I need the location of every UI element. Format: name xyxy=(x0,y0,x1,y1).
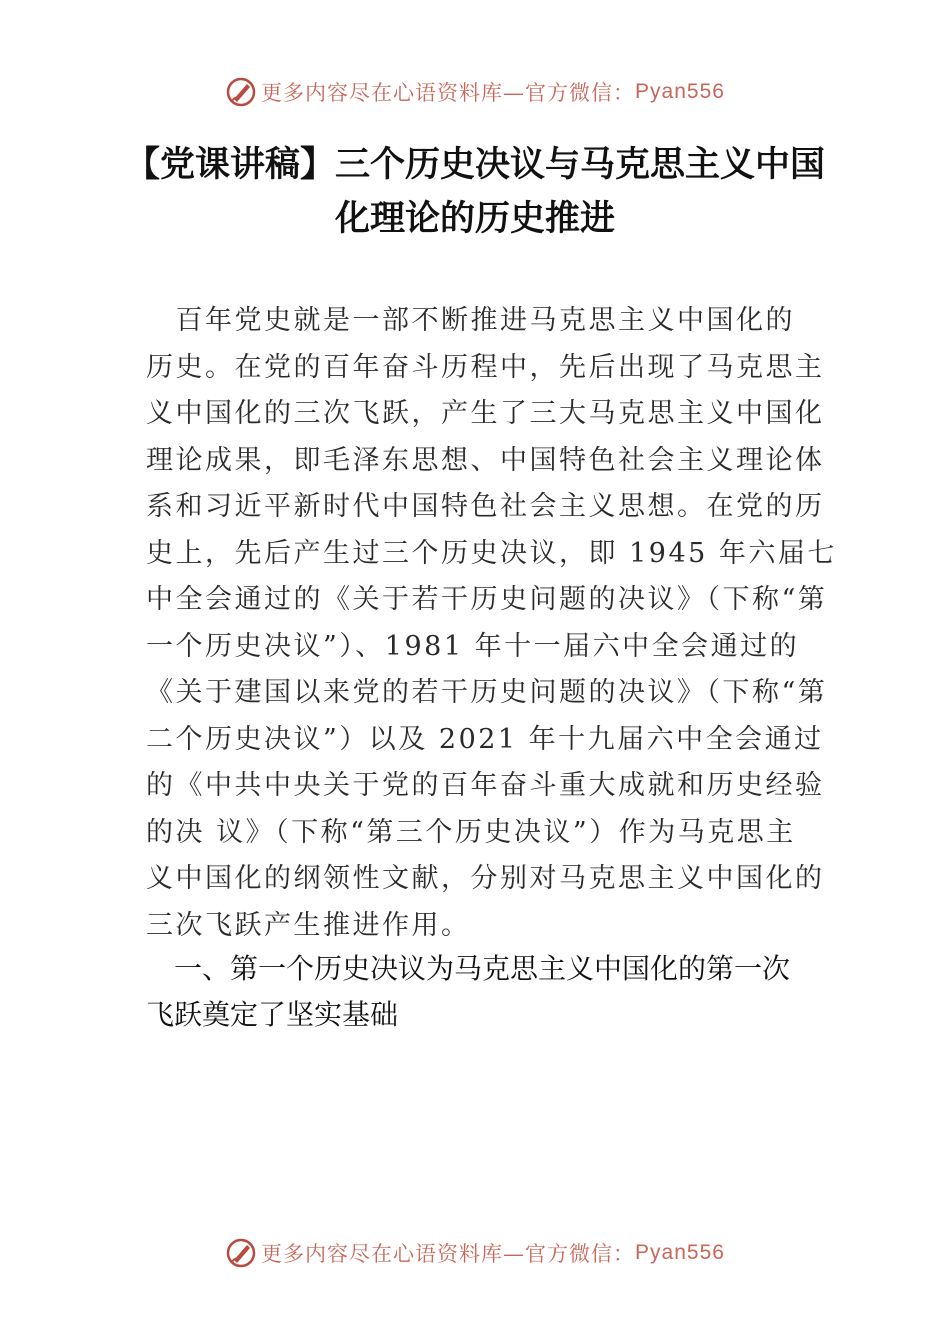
paragraph-line: 三次飞跃产生推进作用。 xyxy=(146,909,471,941)
paragraph-line: 史上，先后产生过三个历史决议，即 1945 年六届七 xyxy=(146,537,837,569)
watermark-wechat-id: Pyan556 xyxy=(635,1241,725,1264)
title-line-2: 化理论的历史推进 xyxy=(334,199,615,239)
paragraph-line: 二个历史决议”）以及 2021 年十九届六中全会通过 xyxy=(146,723,824,755)
pen-logo-icon xyxy=(225,1237,257,1269)
watermark-text: 更多内容尽在心语资料库—官方微信： xyxy=(261,1242,636,1266)
paragraph-line: 义中国化的三次飞跃，产生了三大马克思主义中国化 xyxy=(146,398,825,429)
section-heading-line-2: 飞跃奠定了坚实基础 xyxy=(146,998,399,1031)
paragraph-line: 的《中共中央关于党的百年奋斗重大成就和历史经验 xyxy=(146,770,825,801)
paragraph-line: 《关于建国以来党的若干历史问题的决议》（下称“第 xyxy=(146,677,828,708)
watermark-wechat-id: Pyan556 xyxy=(635,80,725,103)
paragraph-line: 中全会通过的《关于若干历史问题的决议》（下称“第 xyxy=(146,584,828,615)
paragraph-line: 一个历史决议”）、1981 年十一届六中全会通过的 xyxy=(146,630,800,662)
section-heading xyxy=(146,946,816,1038)
section-heading-line-1: 一、第一个历史决议为马克思主义中国化的第一次 xyxy=(146,952,791,985)
title-line-1: 【党课讲稿】三个历史决议与马克思主义中国 xyxy=(124,145,825,185)
header-watermark xyxy=(0,72,950,112)
paragraph-line: 的决 议》（下称“第三个历史决议”）作为马克思主 xyxy=(146,816,796,848)
paragraph-line: 系和习近平新时代中国特色社会主义思想。在党的历 xyxy=(146,491,825,522)
paragraph-line: 历史。在党的百年奋斗历程中，先后出现了马克思主 xyxy=(146,351,825,383)
intro-paragraph xyxy=(146,298,837,949)
footer-watermark xyxy=(0,1233,950,1273)
paragraph-line: 理论成果，即毛泽东思想、中国特色社会主义理论体 xyxy=(146,444,825,476)
watermark-text: 更多内容尽在心语资料库—官方微信： xyxy=(261,81,636,105)
paragraph-line: 百年党史就是一部不断推进马克思主义中国化的 xyxy=(146,305,795,336)
pen-logo-icon xyxy=(225,76,257,108)
document-title xyxy=(100,138,850,246)
paragraph-line: 义中国化的纲领性文献，分别对马克思主义中国化的 xyxy=(146,863,825,894)
